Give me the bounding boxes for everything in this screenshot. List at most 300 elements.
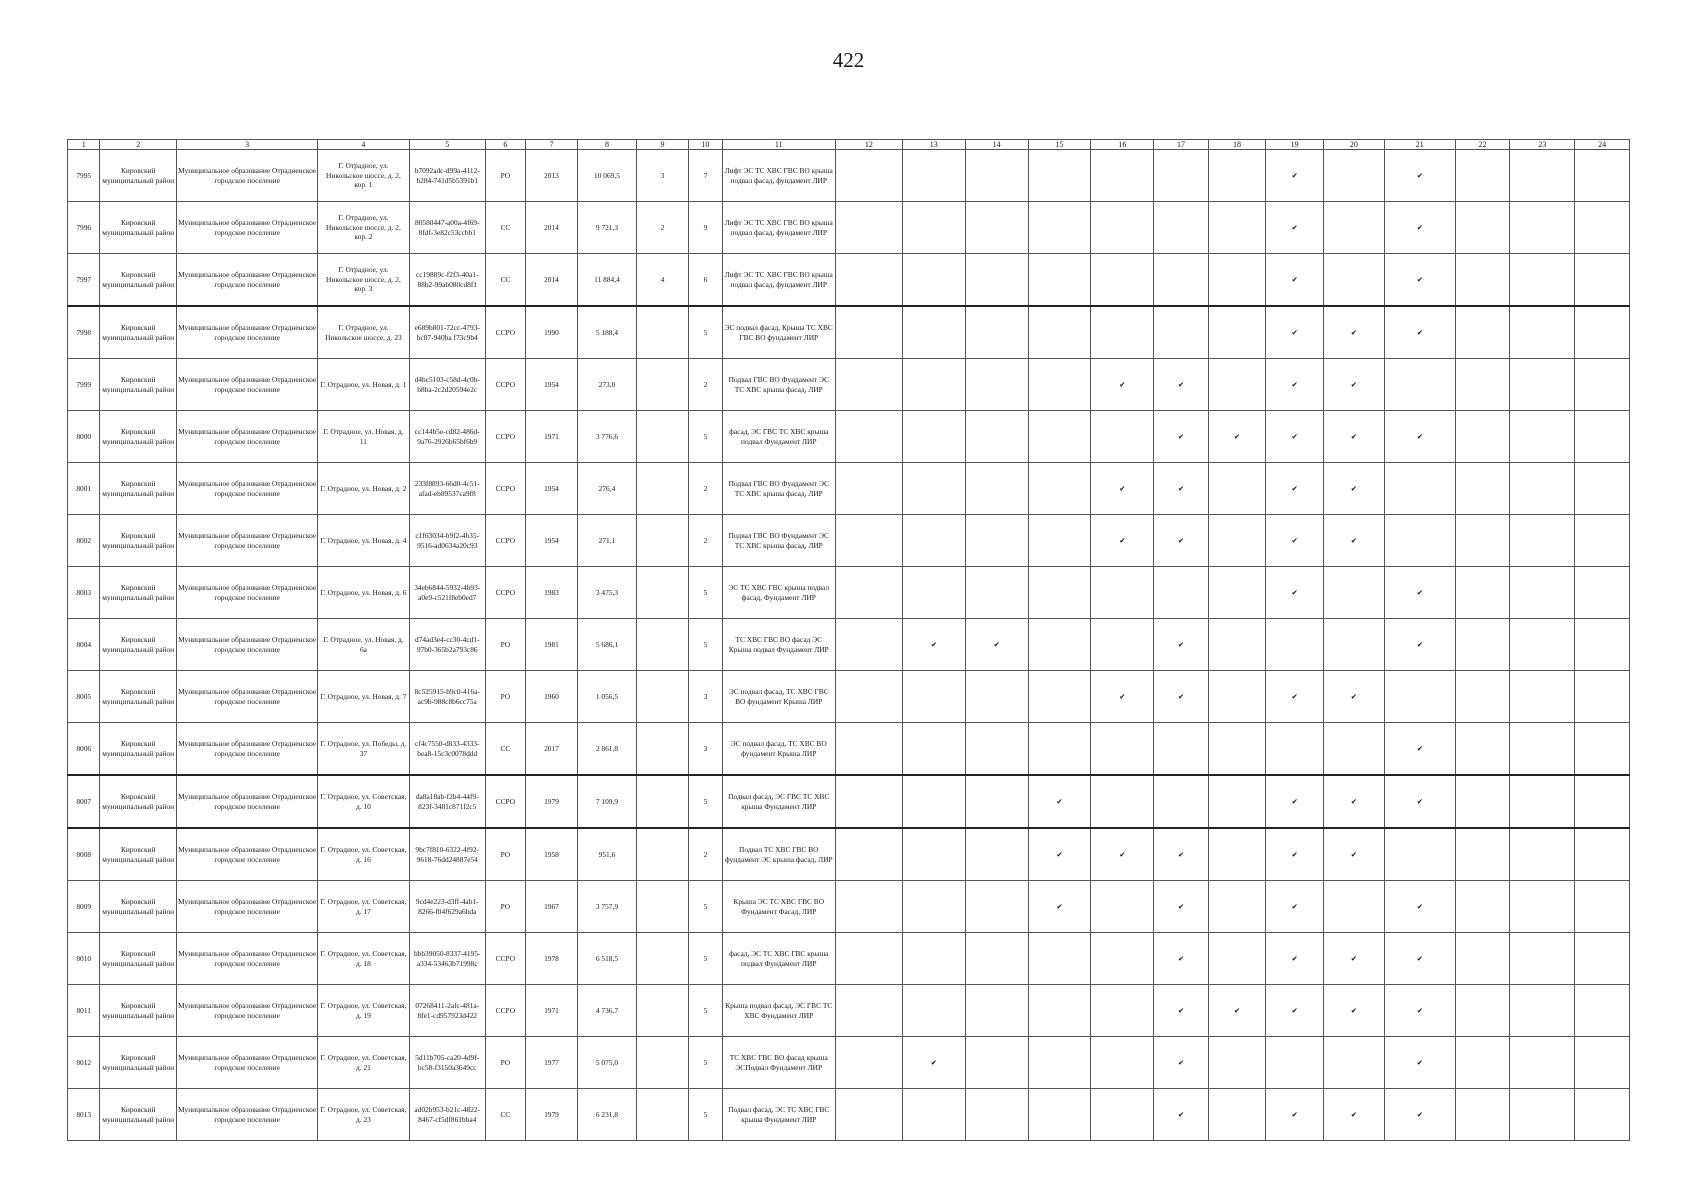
empty-cell <box>965 515 1028 567</box>
column-10-cell: 2 <box>689 515 723 567</box>
check-mark-icon: ✔ <box>1323 671 1384 723</box>
empty-cell <box>1028 411 1091 463</box>
check-mark-icon: ✔ <box>1154 359 1208 411</box>
column-number-11: 11 <box>722 140 835 150</box>
check-mark-icon: ✔ <box>1384 306 1455 359</box>
check-mark-icon: ✔ <box>1154 619 1208 671</box>
empty-cell <box>1208 1089 1266 1141</box>
check-mark-icon: ✔ <box>1266 775 1324 828</box>
empty-cell <box>1323 723 1384 776</box>
column-number-4: 4 <box>318 140 409 150</box>
check-mark-icon: ✔ <box>1154 828 1208 881</box>
district-cell: Кировский муниципальный район <box>100 202 176 254</box>
check-mark-icon: ✔ <box>1091 828 1154 881</box>
empty-cell <box>1510 254 1575 307</box>
row-number: 7999 <box>68 359 100 411</box>
check-mark-icon: ✔ <box>1266 1089 1324 1141</box>
check-mark-icon: ✔ <box>1266 671 1324 723</box>
empty-cell <box>965 985 1028 1037</box>
empty-cell <box>1091 1089 1154 1141</box>
check-mark-icon: ✔ <box>1091 463 1154 515</box>
column-10-cell: 5 <box>689 933 723 985</box>
column-number-7: 7 <box>525 140 577 150</box>
municipality-cell: Муниципальное образование Отрадненское городское поселение <box>176 828 317 881</box>
empty-cell <box>835 775 902 828</box>
column-number-9: 9 <box>636 140 688 150</box>
area-cell: 5 686,1 <box>578 619 637 671</box>
empty-cell <box>902 411 965 463</box>
empty-cell <box>1384 515 1455 567</box>
empty-cell <box>1028 202 1091 254</box>
empty-cell <box>1028 567 1091 619</box>
empty-cell <box>835 567 902 619</box>
area-cell: 5 188,4 <box>578 306 637 359</box>
empty-cell <box>1510 359 1575 411</box>
area-cell: 4 736,7 <box>578 985 637 1037</box>
check-mark-icon: ✔ <box>1154 671 1208 723</box>
empty-cell <box>1510 881 1575 933</box>
type-cell: СС <box>485 254 525 307</box>
table-row <box>68 359 1630 411</box>
type-cell: ССРО <box>485 985 525 1037</box>
district-cell: Кировский муниципальный район <box>100 933 176 985</box>
empty-cell <box>902 150 965 202</box>
works-list-cell: ЭС подвал фасад, ТС ХВС ВО фундамент Крыша ЛИР <box>722 723 835 776</box>
empty-cell <box>835 828 902 881</box>
year-cell: 1977 <box>525 1037 577 1089</box>
check-mark-icon: ✔ <box>1323 463 1384 515</box>
table-row <box>68 985 1630 1037</box>
empty-cell <box>902 515 965 567</box>
empty-cell <box>1575 828 1630 881</box>
building-code-cell: da8a18ab-f2b4-44f9-823f-3481c871f2c5 <box>409 775 485 828</box>
empty-cell <box>965 775 1028 828</box>
column-10-cell: 5 <box>689 567 723 619</box>
check-mark-icon: ✔ <box>1266 411 1324 463</box>
empty-cell <box>1091 306 1154 359</box>
column-9-cell <box>636 881 688 933</box>
column-9-cell <box>636 775 688 828</box>
year-cell: 2014 <box>525 202 577 254</box>
check-mark-icon: ✔ <box>1384 933 1455 985</box>
municipality-cell: Муниципальное образование Отрадненское городское поселение <box>176 254 317 307</box>
empty-cell <box>1510 567 1575 619</box>
column-9-cell <box>636 359 688 411</box>
check-mark-icon: ✔ <box>1028 828 1091 881</box>
empty-cell <box>835 1037 902 1089</box>
empty-cell <box>965 202 1028 254</box>
address-cell: Г. Отрадное, ул. Советская, д. 19 <box>318 985 409 1037</box>
column-10-cell: 3 <box>689 671 723 723</box>
address-cell: Г. Отрадное, ул. Новая, д. 2 <box>318 463 409 515</box>
area-cell: 3 776,6 <box>578 411 637 463</box>
table-row <box>68 463 1630 515</box>
table-row <box>68 828 1630 881</box>
works-list-cell: Подвал фасад, ЭС ТС ХВС ГВС крыша Фундамент ЛИР <box>722 1089 835 1141</box>
check-mark-icon: ✔ <box>1323 359 1384 411</box>
check-mark-icon: ✔ <box>1384 1089 1455 1141</box>
column-10-cell: 6 <box>689 254 723 307</box>
empty-cell <box>1208 619 1266 671</box>
table-row <box>68 723 1630 776</box>
empty-cell <box>1575 1089 1630 1141</box>
table-row <box>68 515 1630 567</box>
area-cell: 276,4 <box>578 463 637 515</box>
building-code-cell: b7092adc-d99a-4112-b284-741d5b5391b1 <box>409 150 485 202</box>
check-mark-icon: ✔ <box>1208 411 1266 463</box>
empty-cell <box>1575 202 1630 254</box>
empty-cell <box>965 411 1028 463</box>
empty-cell <box>1575 359 1630 411</box>
empty-cell <box>1208 515 1266 567</box>
empty-cell <box>1455 1089 1509 1141</box>
empty-cell <box>835 515 902 567</box>
check-mark-icon: ✔ <box>1266 515 1324 567</box>
building-code-cell: ad02b953-b21c-4822-8467-cf5df861bba4 <box>409 1089 485 1141</box>
municipality-cell: Муниципальное образование Отрадненское городское поселение <box>176 723 317 776</box>
empty-cell <box>1154 306 1208 359</box>
district-cell: Кировский муниципальный район <box>100 254 176 307</box>
type-cell: СС <box>485 1089 525 1141</box>
empty-cell <box>965 306 1028 359</box>
municipality-cell: Муниципальное образование Отрадненское городское поселение <box>176 933 317 985</box>
district-cell: Кировский муниципальный район <box>100 515 176 567</box>
check-mark-icon: ✔ <box>1266 463 1324 515</box>
empty-cell <box>835 254 902 307</box>
empty-cell <box>1154 567 1208 619</box>
empty-cell <box>1575 306 1630 359</box>
address-cell: Г. Отрадное, ул. Новая, д. 7 <box>318 671 409 723</box>
municipality-cell: Муниципальное образование Отрадненское городское поселение <box>176 306 317 359</box>
type-cell: РО <box>485 1037 525 1089</box>
column-9-cell <box>636 619 688 671</box>
address-cell: Г. Отрадное, ул. Новая, д. 1 <box>318 359 409 411</box>
empty-cell <box>1323 150 1384 202</box>
check-mark-icon: ✔ <box>1154 411 1208 463</box>
empty-cell <box>1510 150 1575 202</box>
empty-cell <box>1510 619 1575 671</box>
building-code-cell: 07268411-2afc-481a-8fe1-cd957923d422 <box>409 985 485 1037</box>
works-list-cell: Лифт ЭС ТС ХВС ГВС ВО крыша подвал фасад, фундамент ЛИР <box>722 150 835 202</box>
table-row <box>68 150 1630 202</box>
year-cell: 1983 <box>525 567 577 619</box>
empty-cell <box>1028 463 1091 515</box>
municipality-cell: Муниципальное образование Отрадненское городское поселение <box>176 202 317 254</box>
empty-cell <box>1510 933 1575 985</box>
check-mark-icon: ✔ <box>1091 359 1154 411</box>
district-cell: Кировский муниципальный район <box>100 985 176 1037</box>
building-code-cell: 80580447-a00a-4f69-8fdf-3e82c53ccbb1 <box>409 202 485 254</box>
empty-cell <box>1028 933 1091 985</box>
district-cell: Кировский муниципальный район <box>100 1089 176 1141</box>
empty-cell <box>902 985 965 1037</box>
area-cell: 3 475,3 <box>578 567 637 619</box>
empty-cell <box>902 254 965 307</box>
empty-cell <box>965 254 1028 307</box>
area-cell: 273,0 <box>578 359 637 411</box>
column-number-10: 10 <box>689 140 723 150</box>
year-cell: 1967 <box>525 881 577 933</box>
column-10-cell: 9 <box>689 202 723 254</box>
empty-cell <box>1208 567 1266 619</box>
check-mark-icon: ✔ <box>1323 411 1384 463</box>
empty-cell <box>1575 775 1630 828</box>
check-mark-icon: ✔ <box>1154 881 1208 933</box>
address-cell: Г. Отрадное, ул. Никольское шоссе, д. 2, кор. 3 <box>318 254 409 307</box>
empty-cell <box>1510 723 1575 776</box>
empty-cell <box>1455 619 1509 671</box>
works-list-cell: Подвал фасад, ЭС ГВС ТС ХВС крыша Фундамент ЛИР <box>722 775 835 828</box>
empty-cell <box>1091 775 1154 828</box>
empty-cell <box>1154 202 1208 254</box>
year-cell: 1960 <box>525 671 577 723</box>
column-10-cell: 2 <box>689 828 723 881</box>
empty-cell <box>1455 202 1509 254</box>
table-row <box>68 306 1630 359</box>
building-code-cell: e689b801-72cc-4793-bc87-940ba f73c9b4 <box>409 306 485 359</box>
column-number-12: 12 <box>835 140 902 150</box>
year-cell: 2017 <box>525 723 577 776</box>
district-cell: Кировский муниципальный район <box>100 881 176 933</box>
column-9-cell <box>636 828 688 881</box>
column-9-cell <box>636 463 688 515</box>
empty-cell <box>835 985 902 1037</box>
area-cell: 2 861,8 <box>578 723 637 776</box>
building-code-cell: d4bc5103-c58d-4c0b-b8ba-2c2d20594e2c <box>409 359 485 411</box>
year-cell: 1958 <box>525 828 577 881</box>
empty-cell <box>1154 775 1208 828</box>
column-9-cell <box>636 985 688 1037</box>
check-mark-icon: ✔ <box>1154 463 1208 515</box>
column-9-cell <box>636 515 688 567</box>
address-cell: Г. Отрадное, ул. Новая, д. 6а <box>318 619 409 671</box>
empty-cell <box>1091 1037 1154 1089</box>
empty-cell <box>835 881 902 933</box>
empty-cell <box>1575 619 1630 671</box>
empty-cell <box>1266 1037 1324 1089</box>
building-code-cell: 9cd4e223-d3ff-4ab1-8266-f04f629a6bda <box>409 881 485 933</box>
area-cell: 10 069,5 <box>578 150 637 202</box>
year-cell: 1954 <box>525 515 577 567</box>
type-cell: ССРО <box>485 463 525 515</box>
row-number: 8002 <box>68 515 100 567</box>
works-list-cell: Подвал ГВС ВО Фундамент ЭС ТС ХВС крыша фасад, ЛИР <box>722 463 835 515</box>
type-cell: ССРО <box>485 306 525 359</box>
column-number-3: 3 <box>176 140 317 150</box>
row-number: 8004 <box>68 619 100 671</box>
empty-cell <box>1510 828 1575 881</box>
empty-cell <box>835 1089 902 1141</box>
check-mark-icon: ✔ <box>1384 150 1455 202</box>
check-mark-icon: ✔ <box>1154 1089 1208 1141</box>
area-cell: 3 757,9 <box>578 881 637 933</box>
column-number-22: 22 <box>1455 140 1509 150</box>
empty-cell <box>1091 411 1154 463</box>
column-number-15: 15 <box>1028 140 1091 150</box>
empty-cell <box>1575 150 1630 202</box>
district-cell: Кировский муниципальный район <box>100 150 176 202</box>
building-code-cell: c1f63034-b9f2-4b35-9516-ad0634a20c93 <box>409 515 485 567</box>
row-number: 8005 <box>68 671 100 723</box>
empty-cell <box>1384 671 1455 723</box>
municipality-cell: Муниципальное образование Отрадненское городское поселение <box>176 775 317 828</box>
works-list-cell: фасад, ЭС ГВС ТС ХВС крыша подвал Фундамент ЛИР <box>722 411 835 463</box>
empty-cell <box>835 202 902 254</box>
column-10-cell: 5 <box>689 881 723 933</box>
municipality-cell: Муниципальное образование Отрадненское городское поселение <box>176 411 317 463</box>
empty-cell <box>1323 619 1384 671</box>
empty-cell <box>1575 254 1630 307</box>
empty-cell <box>1091 254 1154 307</box>
empty-cell <box>1510 775 1575 828</box>
row-number: 8006 <box>68 723 100 776</box>
address-cell: Г. Отрадное, ул. Советская, д. 10 <box>318 775 409 828</box>
empty-cell <box>902 1089 965 1141</box>
empty-cell <box>1455 828 1509 881</box>
empty-cell <box>1575 881 1630 933</box>
column-number-24: 24 <box>1575 140 1630 150</box>
empty-cell <box>835 723 902 776</box>
building-code-cell: d74ad3e4-cc30-4cd1-97b0-365b2a793c86 <box>409 619 485 671</box>
empty-cell <box>1028 723 1091 776</box>
empty-cell <box>1208 723 1266 776</box>
works-list-cell: Подвал ТС ХВС ГВС ВО фундамент ЭС крыша фасад, ЛИР <box>722 828 835 881</box>
empty-cell <box>1575 723 1630 776</box>
empty-cell <box>1154 150 1208 202</box>
area-cell: 11 884,4 <box>578 254 637 307</box>
empty-cell <box>835 306 902 359</box>
check-mark-icon: ✔ <box>1028 775 1091 828</box>
column-10-cell: 2 <box>689 359 723 411</box>
column-number-21: 21 <box>1384 140 1455 150</box>
check-mark-icon: ✔ <box>1154 515 1208 567</box>
check-mark-icon: ✔ <box>1266 254 1324 307</box>
check-mark-icon: ✔ <box>1384 723 1455 776</box>
column-9-cell <box>636 1089 688 1141</box>
type-cell: РО <box>485 150 525 202</box>
table-row <box>68 1037 1630 1089</box>
year-cell: 2013 <box>525 150 577 202</box>
row-number: 7997 <box>68 254 100 307</box>
address-cell: Г. Отрадное, ул. Новая, д. 11 <box>318 411 409 463</box>
empty-cell <box>1575 1037 1630 1089</box>
empty-cell <box>1028 671 1091 723</box>
empty-cell <box>1510 671 1575 723</box>
column-9-cell: 4 <box>636 254 688 307</box>
type-cell: ССРО <box>485 933 525 985</box>
empty-cell <box>965 933 1028 985</box>
empty-cell <box>1208 254 1266 307</box>
empty-cell <box>1455 463 1509 515</box>
empty-cell <box>1208 202 1266 254</box>
area-cell: 1 056,5 <box>578 671 637 723</box>
address-cell: Г. Отрадное, ул. Победы, д. 37 <box>318 723 409 776</box>
empty-cell <box>1575 933 1630 985</box>
check-mark-icon: ✔ <box>1384 254 1455 307</box>
column-10-cell: 3 <box>689 723 723 776</box>
empty-cell <box>965 463 1028 515</box>
check-mark-icon: ✔ <box>1266 359 1324 411</box>
year-cell: 1979 <box>525 775 577 828</box>
empty-cell <box>1028 985 1091 1037</box>
works-list-cell: ТС ХВС ГВС ВО фасад крыша ЭСПодвал Фундамент ЛИР <box>722 1037 835 1089</box>
empty-cell <box>1510 1037 1575 1089</box>
empty-cell <box>965 359 1028 411</box>
check-mark-icon: ✔ <box>1384 202 1455 254</box>
table-row <box>68 775 1630 828</box>
works-list-cell: Лифт ЭС ТС ХВС ГВС ВО крыша подвал фасад, фундамент ЛИР <box>722 202 835 254</box>
check-mark-icon: ✔ <box>1266 828 1324 881</box>
type-cell: РО <box>485 828 525 881</box>
check-mark-icon: ✔ <box>902 619 965 671</box>
row-number: 7998 <box>68 306 100 359</box>
works-list-cell: Подвал ГВС ВО Фундамент ЭС ТС ХВС крыша фасад, ЛИР <box>722 359 835 411</box>
empty-cell <box>835 150 902 202</box>
area-cell: 7 109,9 <box>578 775 637 828</box>
row-number: 8000 <box>68 411 100 463</box>
address-cell: Г. Отрадное, ул. Советская, д. 23 <box>318 1089 409 1141</box>
empty-cell <box>902 671 965 723</box>
column-10-cell: 5 <box>689 1089 723 1141</box>
column-10-cell: 5 <box>689 411 723 463</box>
row-number: 8013 <box>68 1089 100 1141</box>
check-mark-icon: ✔ <box>1384 411 1455 463</box>
district-cell: Кировский муниципальный район <box>100 671 176 723</box>
empty-cell <box>1455 881 1509 933</box>
table-row <box>68 411 1630 463</box>
check-mark-icon: ✔ <box>1028 881 1091 933</box>
check-mark-icon: ✔ <box>1266 306 1324 359</box>
works-list-cell: Подвал ГВС ВО Фундамент ЭС ТС ХВС крыша фасад, ЛИР <box>722 515 835 567</box>
address-cell: Г. Отрадное, ул. Новая, д. 6 <box>318 567 409 619</box>
table-row <box>68 202 1630 254</box>
address-cell: Г. Отрадное, ул. Никольское шоссе, д. 23 <box>318 306 409 359</box>
empty-cell <box>1154 254 1208 307</box>
empty-cell <box>902 881 965 933</box>
empty-cell <box>1384 359 1455 411</box>
empty-cell <box>1575 463 1630 515</box>
building-code-cell: cc144b5e-cd82-486d-9a76-2926b65bf6b9 <box>409 411 485 463</box>
building-code-cell: 9bc7f810-6322-4f92-9618-76dd24887e54 <box>409 828 485 881</box>
municipality-cell: Муниципальное образование Отрадненское городское поселение <box>176 463 317 515</box>
district-cell: Кировский муниципальный район <box>100 411 176 463</box>
works-list-cell: ТС ХВС ГВС ВО фасад ЭС Крыша подвал Фундамент ЛИР <box>722 619 835 671</box>
empty-cell <box>835 411 902 463</box>
empty-cell <box>1575 671 1630 723</box>
municipality-cell: Муниципальное образование Отрадненское городское поселение <box>176 619 317 671</box>
empty-cell <box>1455 411 1509 463</box>
empty-cell <box>1091 723 1154 776</box>
municipality-cell: Муниципальное образование Отрадненское городское поселение <box>176 1037 317 1089</box>
table-row <box>68 619 1630 671</box>
empty-cell <box>965 671 1028 723</box>
empty-cell <box>1154 723 1208 776</box>
table-row <box>68 1089 1630 1141</box>
row-number: 8008 <box>68 828 100 881</box>
district-cell: Кировский муниципальный район <box>100 463 176 515</box>
column-number-8: 8 <box>578 140 637 150</box>
empty-cell <box>902 463 965 515</box>
empty-cell <box>1208 359 1266 411</box>
check-mark-icon: ✔ <box>1266 567 1324 619</box>
row-number: 8009 <box>68 881 100 933</box>
row-number: 8010 <box>68 933 100 985</box>
column-number-14: 14 <box>965 140 1028 150</box>
empty-cell <box>1323 881 1384 933</box>
column-10-cell: 5 <box>689 985 723 1037</box>
empty-cell <box>1575 515 1630 567</box>
empty-cell <box>965 828 1028 881</box>
